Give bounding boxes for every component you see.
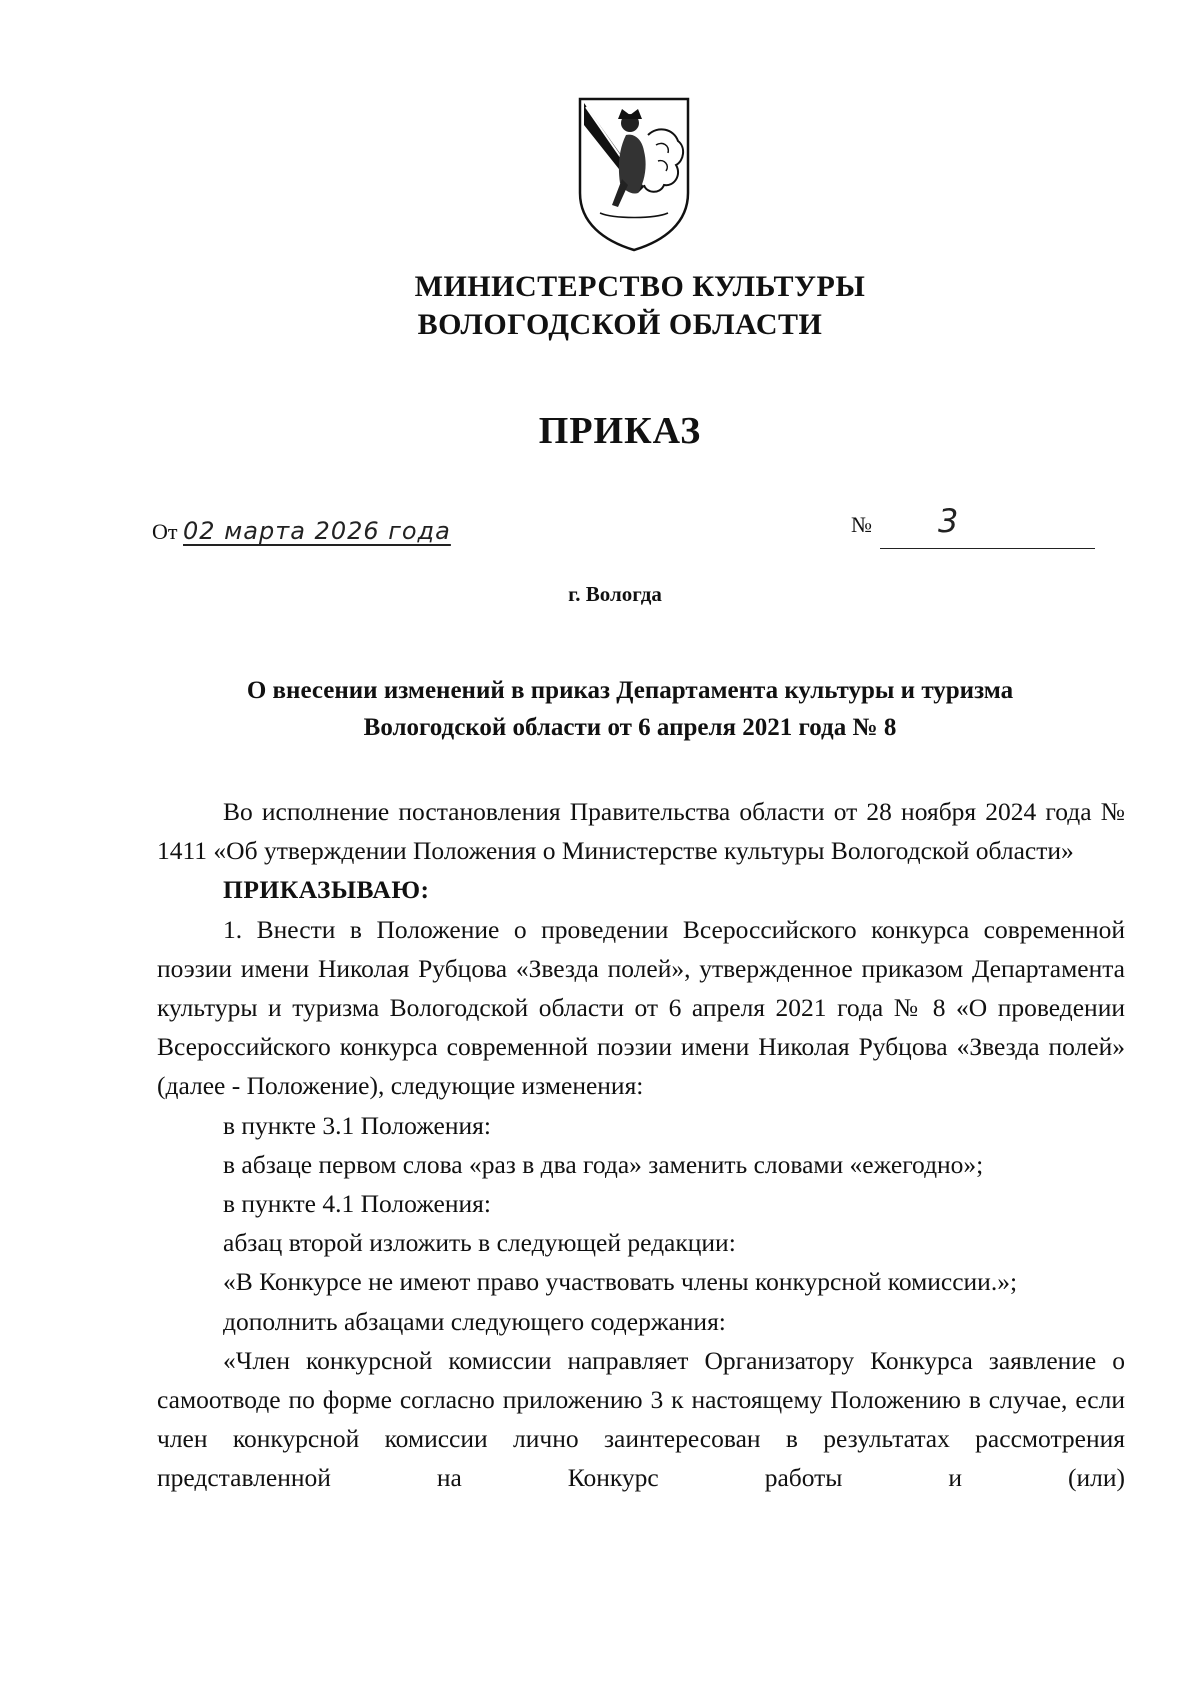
title-line-2: Вологодской области от 6 апреля 2021 года № 8 xyxy=(363,714,897,741)
handwritten-date: 02 марта 2026 года xyxy=(183,517,451,545)
handwritten-number: 3 xyxy=(938,502,959,540)
organization-name-line-2: ВОЛОГОДСКОЙ ОБЛАСТИ xyxy=(417,308,823,341)
paragraph-quote: «В Конкурсе не имеют право участвовать члены конкурсной комиссии.»; xyxy=(223,1267,1018,1297)
number-underline xyxy=(880,548,1095,549)
order-word: ПРИКАЗЫВАЮ: xyxy=(223,875,430,905)
vologda-coat-of-arms-icon xyxy=(574,95,694,253)
date-row xyxy=(152,517,451,545)
organization-name-line-1: МИНИСТЕРСТВО КУЛЬТУРЫ xyxy=(414,270,866,303)
paragraph-self-recusal: «Член конкурсной комиссии направляет Организатору Конкурса заявление о самоотводе по форме согласно приложению 3 к настоящему Положению в случае, если член конкурсной комиссии лично заинтересован в результатах рассмотрения представленной на Конкурс работы и (или) xyxy=(157,1345,1125,1493)
number-prefix: № xyxy=(851,512,872,537)
document-body xyxy=(157,792,1125,1498)
preamble-paragraph: Во исполнение постановления Правительства области от 28 ноября 2024 года № 1411 «Об утверждении Положения о Министерстве культуры Вологодской области» xyxy=(157,797,1125,866)
paragraph-item-1: 1. Внести в Положение о проведении Всероссийского конкурса современной поэзии имени Николая Рубцова «Звезда полей», утвержденное приказом Департамента культуры и туризма Вологодской области от 6 апреля 2021 года № 8 «О проведении Всероссийского конкурса современной поэзии имени Николая Рубцова «Звезда полей» (далее - Положение), следующие изменения: xyxy=(157,914,1125,1101)
paragraph-add-abzacs: дополнить абзацами следующего содержания: xyxy=(223,1306,726,1336)
document-type: ПРИКАЗ xyxy=(538,410,702,452)
paragraph-second-abzac: абзац второй изложить в следующей редакции: xyxy=(223,1228,736,1258)
date-prefix: От xyxy=(152,519,178,544)
paragraph-point-3-1: в пункте 3.1 Положения: xyxy=(223,1110,491,1140)
title-line-1: О внесении изменений в приказ Департамента культуры и туризма xyxy=(246,677,1014,704)
city: г. Вологда xyxy=(568,582,662,606)
document-title xyxy=(150,672,1110,746)
paragraph-point-4-1: в пункте 4.1 Положения: xyxy=(223,1189,491,1219)
paragraph-replace-words: в абзаце первом слова «раз в два года» заменить словами «ежегодно»; xyxy=(223,1149,984,1179)
